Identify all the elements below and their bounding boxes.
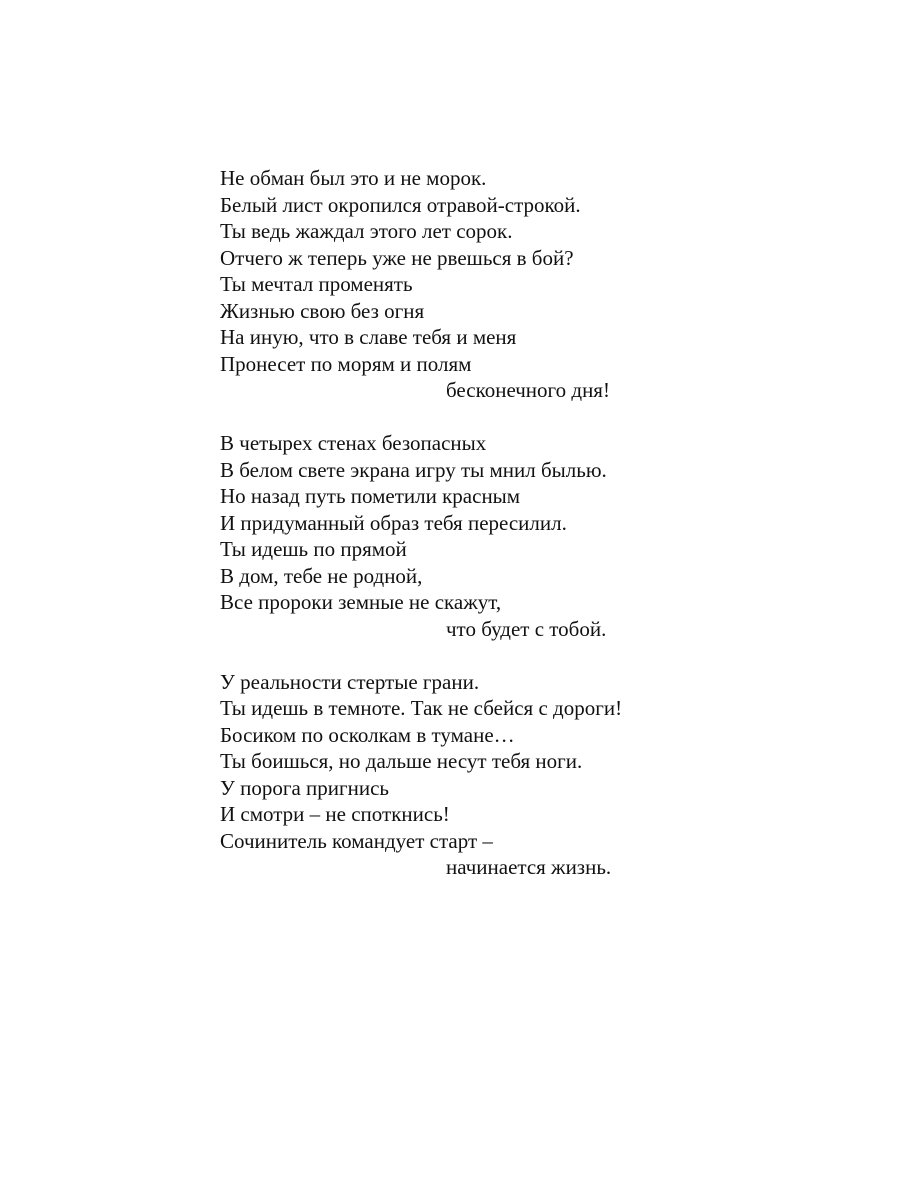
poem-line: В белом свете экрана игру ты мнил былью. [220, 457, 607, 482]
poem-line-indented: что будет с тобой. [446, 616, 607, 641]
poem-line: Не обман был это и не морок. [220, 166, 487, 190]
poem-line-indented: начинается жизнь. [446, 855, 612, 879]
poem-line: И смотри – не споткнись! [220, 802, 450, 826]
poem-line: В четырех стенах безопасных [220, 431, 487, 455]
poem-line: Пронесет по морям и полям [220, 351, 472, 376]
poem-line: Отчего ж теперь уже не рвешься в бой? [220, 245, 574, 270]
poem-line: Босиком по осколкам в тумане… [220, 722, 515, 747]
poem-line: У порога пригнись [220, 775, 390, 800]
stanza-1 [220, 165, 780, 404]
stanza-3 [220, 669, 780, 881]
poem-line: И придуманный образ тебя пересилил. [220, 510, 567, 535]
poem-line: У реальности стертые грани. [220, 669, 480, 694]
poem-line: Жизнью свою без огня [220, 298, 425, 323]
poem-line: Ты боишься, но дальше несут тебя ноги. [220, 749, 583, 773]
poem-line: Ты мечтал променять [220, 272, 413, 296]
poem-line: Сочинитель командует старт – [220, 828, 493, 853]
poem-line: Белый лист окропился отравой-строкой. [220, 192, 581, 217]
poem-line: Ты идешь по прямой [220, 537, 407, 561]
poem-line: Ты идешь в темноте. Так не сбейся с дороги! [220, 696, 623, 720]
poem-line: На иную, что в славе тебя и меня [220, 325, 517, 349]
poem-line: Все пророки земные не скажут, [220, 590, 502, 614]
poem-line: Но назад путь пометили красным [220, 484, 521, 508]
poem-line-indented: бесконечного дня! [446, 378, 610, 402]
poem [220, 165, 780, 907]
stanza-2 [220, 430, 780, 642]
poem-line: В дом, тебе не родной, [220, 563, 423, 588]
poem-line: Ты ведь жаждал этого лет сорок. [220, 219, 513, 243]
